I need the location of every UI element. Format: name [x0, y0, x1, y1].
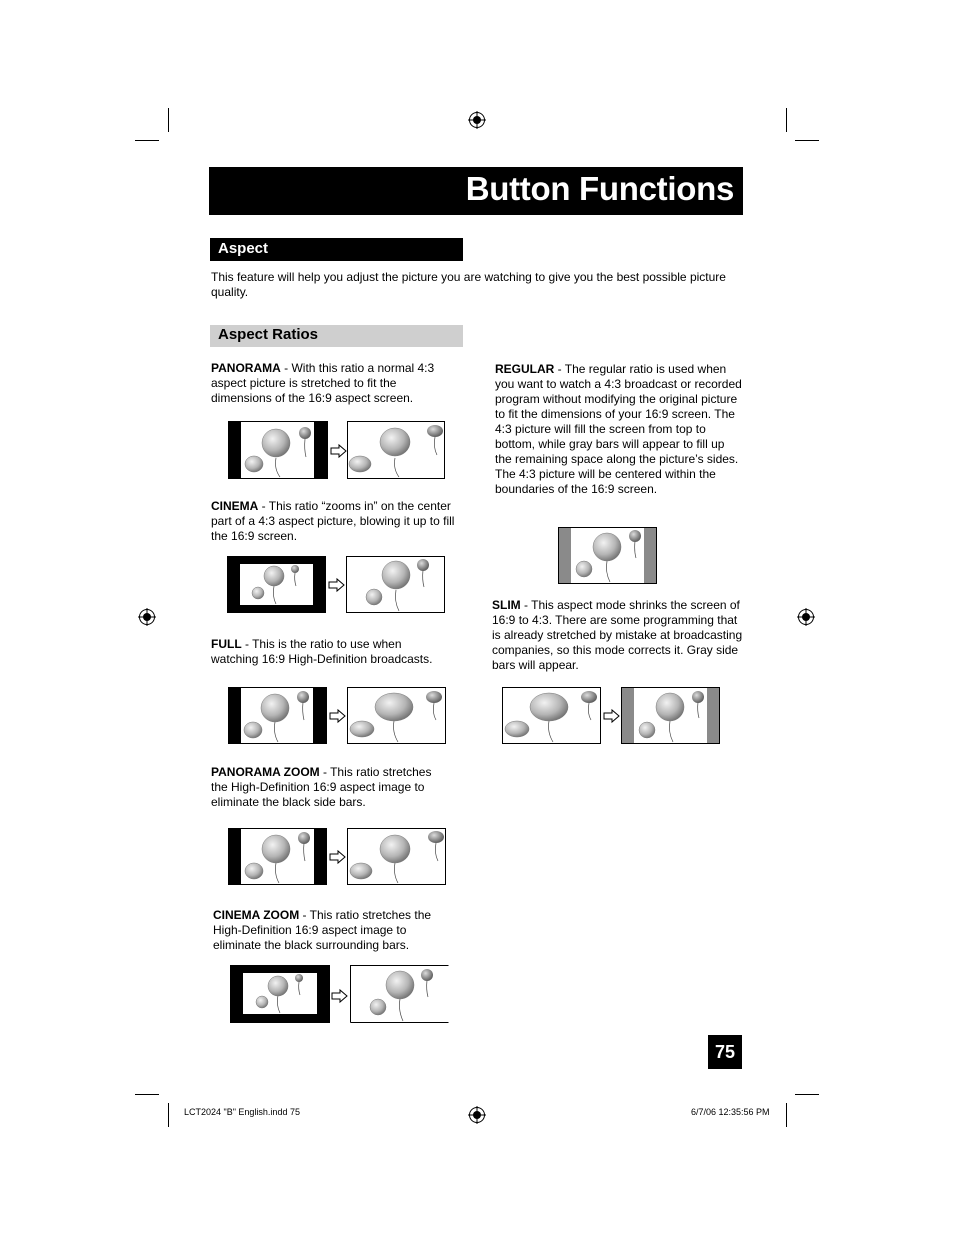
crop-mark — [168, 108, 169, 132]
cinema-zoom-description: CINEMA ZOOM - This ratio stretches the High-Definition 16:9 aspect image to eliminate the black surrounding bars. — [213, 908, 432, 952]
panorama-zoom-description: PANORAMA ZOOM - This ratio stretches the High-Definition 16:9 aspect image to eliminate the black side bars. — [211, 765, 432, 809]
arrow-right-icon — [329, 850, 347, 864]
crop-mark — [168, 1103, 169, 1127]
arrow-right-icon — [330, 444, 348, 458]
panorama-zoom-before-screen — [228, 828, 327, 885]
crop-mark — [135, 140, 159, 141]
crop-mark — [795, 140, 819, 141]
mode-name: PANORAMA — [211, 361, 281, 375]
panorama-zoom-after-screen — [347, 828, 446, 885]
slim-after-screen — [621, 687, 720, 744]
footer-timestamp: 6/7/06 12:35:56 PM — [691, 1107, 770, 1117]
footer-file-info: LCT2024 "B" English.indd 75 — [184, 1107, 300, 1117]
registration-mark-icon — [797, 608, 815, 626]
mode-name: CINEMA — [211, 499, 259, 513]
crop-mark — [786, 108, 787, 132]
cinema-after-screen — [346, 556, 445, 613]
regular-description: REGULAR - The regular ratio is used when you want to watch a 4:3 broadcast or recorded program without modifying the original picture to fit the dimensions of your 16:9 screen. The 4:3 picture will fill the screen from top to bottom, while gray bars will appear to fill up the remaining space along the picture’s sides. The 4:3 picture will be centered within the boundaries of the 16:9 screen. — [495, 362, 742, 496]
mode-name: SLIM — [492, 598, 521, 612]
arrow-right-icon — [603, 709, 621, 723]
registration-mark-icon — [468, 1106, 486, 1124]
cinema-before-screen — [227, 556, 326, 613]
title-bar — [209, 167, 743, 215]
registration-mark-icon — [468, 111, 486, 129]
crop-mark — [786, 1103, 787, 1127]
section-heading-text: Aspect — [218, 240, 269, 257]
panorama-description: PANORAMA - With this ratio a normal 4:3 aspect picture is stretched to fit the dimensions of the 16:9 aspect screen. — [211, 361, 435, 405]
mode-name: REGULAR — [495, 362, 555, 376]
cinema-zoom-after-screen — [350, 965, 449, 1023]
cinema-description: CINEMA - This ratio “zooms in” on the center part of a 4:3 aspect picture, blowing it up to fill the 16:9 screen. — [211, 499, 455, 543]
arrow-right-icon — [329, 709, 347, 723]
mode-name: FULL — [211, 637, 242, 651]
page-number: 75 — [708, 1035, 742, 1069]
slim-before-screen — [502, 687, 601, 744]
cinema-zoom-before-screen — [230, 965, 330, 1023]
crop-mark — [795, 1094, 819, 1095]
full-description: FULL - This is the ratio to use when watching 16:9 High-Definition broadcasts. — [211, 637, 433, 666]
slim-description: SLIM - This aspect mode shrinks the screen of 16:9 to 4:3. There are some programming that is already stretched by mistake at broadcasting companies, so this mode corrects it. Gray side bars will appear. — [492, 598, 743, 672]
full-after-screen — [347, 687, 446, 744]
subsection-heading-text: Aspect Ratios — [218, 326, 319, 343]
subsection-heading — [210, 325, 463, 347]
intro-text: This feature will help you adjust the picture you are watching to give you the best possible picture quality. — [211, 270, 726, 299]
mode-name: CINEMA ZOOM — [213, 908, 300, 922]
mode-name: PANORAMA ZOOM — [211, 765, 320, 779]
regular-screen — [558, 527, 657, 584]
panorama-before-screen — [228, 421, 328, 479]
arrow-right-icon — [331, 989, 349, 1003]
crop-mark — [135, 1094, 159, 1095]
panorama-after-screen — [347, 421, 445, 479]
page-title: Button Functions — [465, 170, 734, 207]
full-before-screen — [228, 687, 327, 744]
registration-mark-icon — [138, 608, 156, 626]
section-heading — [210, 238, 463, 261]
arrow-right-icon — [328, 578, 346, 592]
